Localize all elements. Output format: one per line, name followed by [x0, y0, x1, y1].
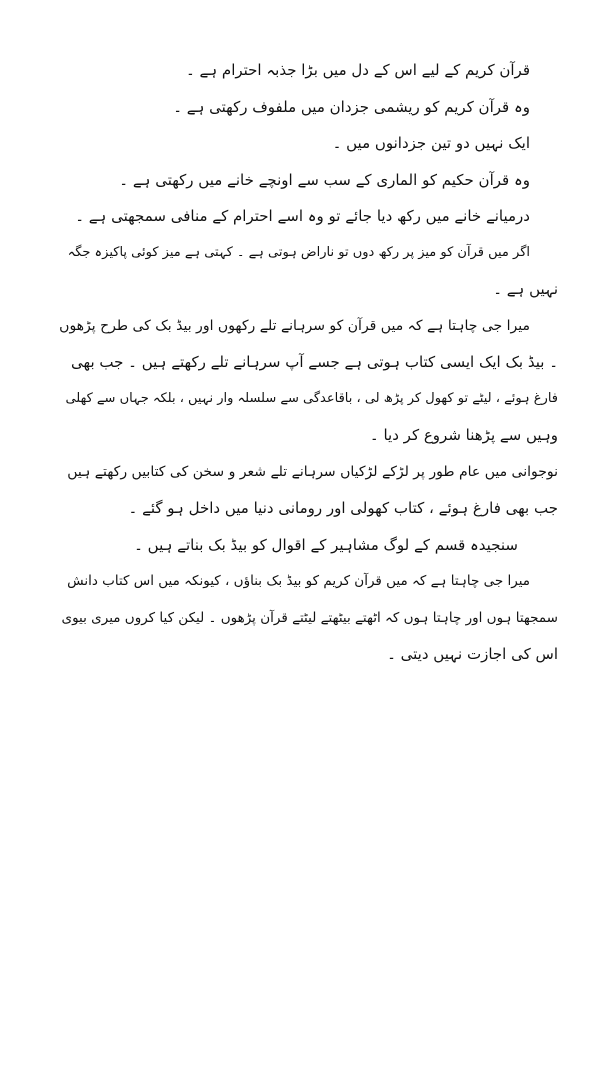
paragraph — [58, 198, 558, 235]
paragraph — [58, 235, 558, 308]
text-line: اگر میں قرآن کو میز پر رکھ دوں تو ناراض ہوتی ہے ۔ کہتی ہے میز کوئی پاکیزہ جگہ — [67, 244, 530, 260]
paragraph — [58, 308, 558, 454]
text-line: قرآن کریم کے لیے اس کے دل میں بڑا جذبہ احترام ہے ۔ — [186, 61, 530, 79]
text-line: اس کی اجازت نہیں دیتی ۔ — [387, 645, 558, 663]
text-line: سنجیدہ قسم کے لوگ مشاہیر کے اقوال کو بیڈ بک بناتے ہیں ۔ — [134, 535, 518, 554]
paragraph — [58, 527, 558, 564]
paragraph — [58, 52, 558, 89]
text-line: نوجوانی میں عام طور پر لڑکے لڑکیاں سرہانے تلے شعر و سخن کی کتابیں رکھتے ہیں — [67, 463, 558, 480]
paragraph — [58, 125, 558, 162]
text-line: وہ قرآن حکیم کو الماری کے سب سے اونچے خانے میں رکھتی ہے ۔ — [119, 170, 530, 189]
paragraph — [58, 162, 558, 199]
text-line: نہیں ہے ۔ — [493, 280, 558, 298]
paragraph — [58, 89, 558, 126]
text-line: ایک نہیں دو تین جزدانوں میں ۔ — [332, 134, 530, 152]
paragraph — [58, 454, 558, 527]
text-block — [58, 52, 558, 673]
text-line: سمجھتا ہوں اور چاہتا ہوں کہ اٹھتے بیٹھتے لیٹتے قرآن پڑھوں ۔ لیکن کیا کروں میری بیوی — [61, 609, 558, 626]
text-line: میرا جی چاہتا ہے کہ میں قرآن کریم کو بیڈ بک بناؤں ، کیونکہ میں اس کتاب دانش — [67, 573, 530, 589]
text-line: وہ قرآن کریم کو ریشمی جزدان میں ملفوف رکھتی ہے ۔ — [173, 97, 530, 116]
paragraph — [58, 563, 558, 673]
text-line: میرا جی چاہتا ہے کہ میں قرآن کو سرہانے تلے رکھوں اور بیڈ بک کی طرح پڑھوں — [59, 317, 530, 334]
text-line: ۔ بیڈ بک ایک ایسی کتاب ہوتی ہے جسے آپ سرہانے تلے رکھتے ہیں ۔ جب بھی — [71, 353, 558, 371]
text-line: فارغ ہوئے ، لیٹے تو کھول کر پڑھ لی ، باقاعدگی سے سلسلہ وار نہیں ، بلکہ جہاں سے کھلی — [65, 390, 558, 406]
text-line: جب بھی فارغ ہوئے ، کتاب کھولی اور رومانی دنیا میں داخل ہو گئے ۔ — [128, 499, 558, 517]
text-line: درمیانے خانے میں رکھ دیا جائے تو وہ اسے احترام کے منافی سمجھتی ہے ۔ — [75, 207, 530, 225]
text-line: وہیں سے پڑھنا شروع کر دیا ۔ — [369, 426, 558, 444]
